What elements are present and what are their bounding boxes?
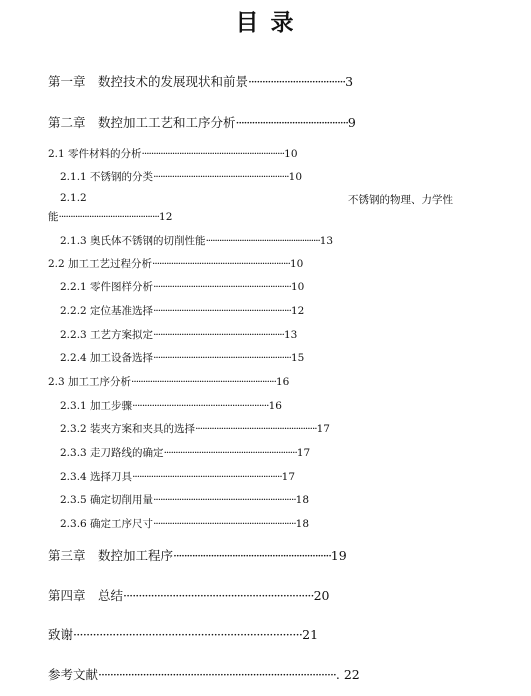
toc-leader: ······································································: [73, 627, 303, 642]
toc-entry-2-2-3[interactable]: [60, 327, 455, 342]
toc-page-number: 13: [283, 329, 298, 341]
toc-entry-text: 2.3.1 加工步骤: [60, 400, 133, 412]
toc-entry-acknowledgements[interactable]: [48, 625, 423, 643]
toc-page-number: 20: [313, 588, 330, 603]
toc-leader: ·····························································: [153, 494, 296, 506]
toc-page-number: 15: [290, 352, 305, 364]
toc-entry-2-3[interactable]: [48, 374, 468, 389]
toc-entry-chapter-4[interactable]: [48, 586, 468, 604]
toc-leader: ···························································: [153, 305, 291, 317]
toc-entry-text: 2.3.5 确定切削用量: [60, 494, 154, 506]
toc-entry-text: 2.1 零件材料的分析: [48, 148, 142, 160]
toc-leader: ················································································: [98, 667, 336, 682]
toc-entry-2-2-1[interactable]: [60, 279, 470, 294]
toc-entry-2-3-2[interactable]: [60, 421, 470, 436]
toc-entry-number: 2.1.2: [60, 192, 87, 204]
toc-entry-2-1-3[interactable]: [60, 233, 470, 248]
toc-leader: ······························································: [131, 376, 276, 388]
toc-entry-text: 第一章 数控技术的发展现状和前景: [48, 74, 249, 89]
toc-leader: ··························································: [153, 171, 289, 183]
toc-leader: ···················································: [205, 235, 320, 247]
toc-entry-references[interactable]: [48, 665, 473, 683]
toc-entry-text: 第三章 数控加工程序: [48, 548, 174, 563]
toc-entry-2-2-4[interactable]: [60, 350, 470, 365]
toc-page-number: 9: [347, 115, 356, 130]
toc-entry-text: 2.3.4 选择刀具: [60, 471, 133, 483]
toc-leader: ······························································: [123, 588, 314, 603]
toc-entry-2-3-4[interactable]: [60, 469, 470, 484]
toc-page-number: 17: [281, 471, 296, 483]
toc-entry-text: 第四章 总结: [48, 588, 124, 603]
toc-leader: ·····························································: [141, 148, 285, 160]
toc-page-number: 10: [290, 281, 305, 293]
toc-entry-chapter-2[interactable]: [48, 113, 468, 131]
toc-leader: ···························································: [153, 352, 291, 364]
toc-entry-text: 2.2.1 零件图样分析: [60, 281, 154, 293]
toc-entry-text: 致谢: [48, 627, 74, 642]
toc-page-number: 10: [284, 148, 298, 160]
toc-entry-text: 2.1.3 奥氏体不锈钢的切削性能: [60, 235, 206, 247]
toc-entry-text: 2.3 加工工序分析: [48, 376, 132, 388]
toc-leader: ···························································: [173, 548, 331, 563]
toc-leader: ····················································: [195, 423, 317, 435]
toc-leader: ··········································: [235, 115, 348, 130]
toc-entry-continuation: [48, 209, 308, 224]
toc-entry-text: 2.2.3 工艺方案拟定: [60, 329, 154, 341]
toc-entry-text: 2.1.1 不锈钢的分类: [60, 171, 154, 183]
toc-leader: ························································: [153, 329, 284, 341]
toc-page-number: 17: [316, 423, 330, 435]
toc-page-number: 10: [288, 171, 303, 183]
toc-entry-2-3-3[interactable]: [60, 445, 470, 460]
toc-entry-2-3-5[interactable]: [60, 492, 470, 507]
toc-entry-text: 2.2.4 加工设备选择: [60, 352, 154, 364]
toc-title: 目 录: [235, 10, 296, 36]
toc-entry-2-1-1[interactable]: [60, 169, 470, 184]
toc-leader: ·························································: [163, 447, 297, 459]
toc-page-number: 16: [275, 376, 290, 388]
toc-entry-chapter-3[interactable]: [48, 546, 463, 564]
toc-leader: ···························································: [152, 258, 290, 270]
toc-page-number: 13: [319, 235, 334, 247]
toc-entry-2-3-1[interactable]: [60, 398, 460, 413]
toc-page-number: 17: [296, 447, 311, 459]
toc-page-number: 12: [290, 305, 305, 317]
toc-entry-text: 能: [48, 211, 59, 223]
toc-page-number: 10: [289, 258, 304, 270]
toc-leader: ···························································: [153, 281, 291, 293]
toc-page-number: 16: [268, 400, 282, 412]
toc-entry-text: 第二章 数控加工工艺和工序分析: [48, 115, 236, 130]
toc-page-number: 18: [295, 494, 310, 506]
toc-entry-2-2[interactable]: [48, 256, 468, 271]
toc-entry-text: 2.2.2 定位基准选择: [60, 305, 154, 317]
toc-entry-chapter-1[interactable]: [48, 72, 468, 90]
toc-entry-text: 参考文献: [48, 667, 99, 682]
toc-page-number: 18: [295, 518, 310, 530]
toc-page-number: . 22: [335, 667, 360, 682]
toc-entry-text: 2.2 加工工艺过程分析: [48, 258, 153, 270]
toc-page-number: 19: [330, 548, 347, 563]
toc-entry-text: 2.3.6 确定工序尺寸: [60, 518, 154, 530]
toc-entry-2-1[interactable]: [48, 146, 468, 161]
toc-leader: ································································: [132, 471, 282, 483]
toc-entry-2-3-6[interactable]: [60, 516, 470, 531]
toc-leader: ···································: [248, 74, 346, 89]
toc-entry-2-2-2[interactable]: [60, 303, 470, 318]
toc-entry-text: 2.3.2 装夹方案和夹具的选择: [60, 423, 196, 435]
toc-page-number: 3: [345, 74, 354, 89]
toc-entry-text: 不锈钢的物理、力学性: [348, 194, 453, 206]
toc-page-number: 21: [302, 627, 319, 642]
toc-leader: ···········································: [58, 211, 160, 223]
toc-leader: ·····························································: [153, 518, 296, 530]
toc-entry-text: 2.3.3 走刀路线的确定: [60, 447, 164, 459]
toc-leader: ························································: [132, 400, 269, 412]
toc-page-number: 12: [159, 211, 173, 223]
